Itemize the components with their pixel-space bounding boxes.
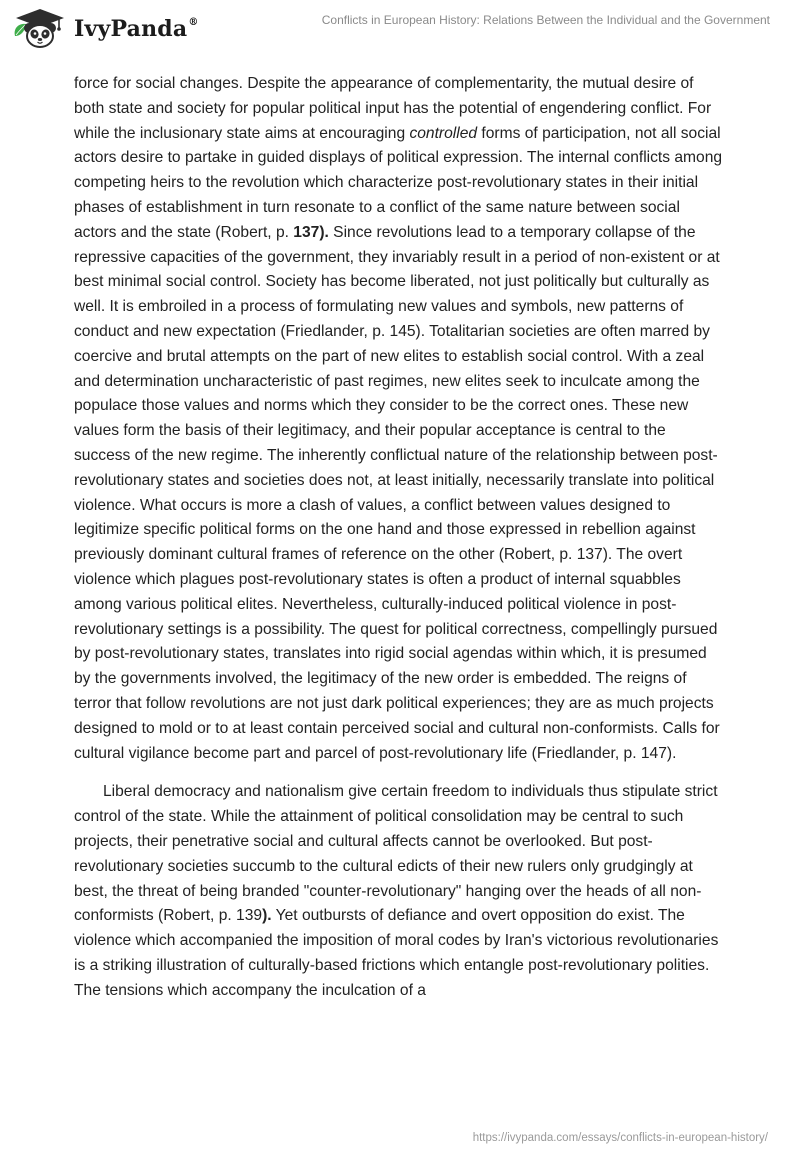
emphasis-text: controlled — [409, 124, 478, 142]
paragraph — [74, 72, 724, 766]
essay-body — [74, 72, 724, 1003]
document-title: Conflicts in European History: Relations Between the Individual and the Government — [321, 13, 770, 27]
logo-wordmark: IvyPanda® — [74, 16, 199, 42]
text-run: Yet outbursts of defiance and overt opposition do exist. The violence which accompanied the imposition of moral codes by Iran's victorious revolutionaries is a striking illustration of culturally-based frictions which entangle post-revolutionary polities. The tensions which accompany the inculcation of a — [74, 907, 719, 999]
text-run: Since revolutions lead to a temporary collapse of the repressive capacities of the government, they invariably result in a period of non-existent or at best minimal social control. Society has become liberated, not just politically but culturally as well. It is embroiled in a process of formulating new values and symbols, new patterns of conduct and new expectation (Friedlander, p. 145). Totalitarian societies are often marred by coercive and brutal attempts on the part of new elites to establish social control. With a zeal and determination uncharacteristic of past regimes, new elites seek to inculcate among the populace those values and norms which they consider to be the correct ones. These new values form the basis of their legitimacy, and their popular acceptance is central to the success of the new regime. The inherently conflictual nature of the relationship between post-revolutionary states and societies does not, at least initially, necessarily translate into political violence. What occurs is more a clash of values, a conflict between values designed to legitimize specific political forms on the one hand and those expressed in rebellion against previously dominant cultural frames of reference on the other (Robert, p. 137). The overt violence which plagues post-revolutionary states is often a product of internal squabbles among various political elites. Nevertheless, culturally-induced political violence in post-revolutionary settings is a possibility. The quest for political correctness, compellingly pursued by post-revolutionary states, translates into rigid social agendas within which, it is presumed by the governments involved, the legitimacy of the new order is embedded. The reigns of terror that follow revolutions are not just dark political experiences; they are as much projects designed to mold or to at least contain perceived social and cultural non-conformists. Calls for cultural vigilance become part and parcel of post-revolutionary life (Friedlander, p. 147). — [74, 223, 720, 762]
text-run: force for social changes. Despite the appearance of complementarity, the mutual desire of both state and society for popular political input has the potential of engendering conflict. For while the inclusionary state aims at encouraging — [74, 75, 712, 142]
source-url[interactable]: https://ivypanda.com/essays/conflicts-in-european-history/ — [472, 1132, 768, 1144]
bold-citation: ). — [262, 907, 272, 925]
paragraph — [74, 780, 724, 1003]
panda-graduate-logo-icon — [10, 6, 68, 50]
ivypanda-logo[interactable] — [10, 6, 199, 50]
page-header — [0, 0, 800, 66]
bold-citation: 137). — [293, 223, 329, 241]
text-run: forms of participation, not all social actors desire to partake in guided displays of political expression. The internal conflicts among competing heirs to the revolution which characterize post-revolutionary states in their initial phases of establishment in turn resonate to a conflict of the same nature between social actors and the state (Robert, p. — [74, 124, 723, 241]
text-run: Liberal democracy and nationalism give certain freedom to individuals thus stipulate strict control of the state. While the attainment of political consolidation may be central to such projects, their penetrative social and cultural affects cannot be overlooked. But post-revolutionary societies succumb to the cultural edicts of their new rulers only grudgingly at best, the threat of being branded "counter-revolutionary" hanging over the heads of all non-conformists (Robert, p. 139 — [74, 783, 718, 925]
registered-mark: ® — [188, 16, 199, 28]
